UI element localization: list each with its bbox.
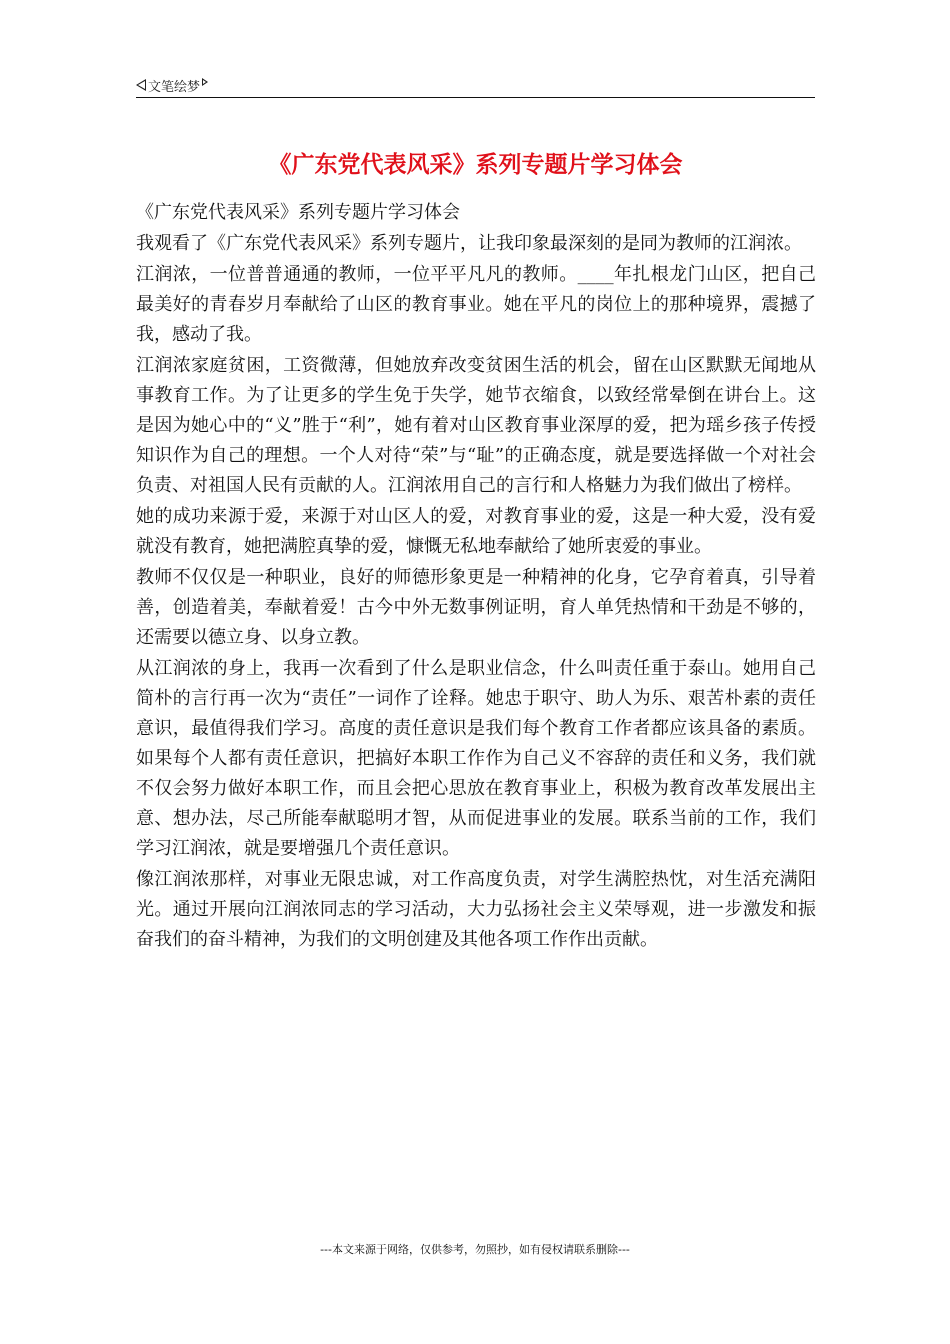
paragraph: 像江润浓那样，对事业无限忠诚，对工作高度负责，对学生满腔热忱，对生活充满阳光。通过开展向江润浓同志的学习活动，大力弘扬社会主义荣辱观，进一步激发和振奋我们的奋斗精神，为我们的文明创建及其他各项工作作出贡献。 [136,869,816,950]
paragraph: 《广东党代表风采》系列专题片学习体会 [136,202,460,223]
paragraph: 江润浓，一位普普通通的教师，一位平平凡凡的教师。____年扎根龙门山区，把自己最美好的青春岁月奉献给了山区的教育事业。她在平凡的岗位上的那种境界，震撼了我，感动了我。 [136,264,816,345]
paragraph: 江润浓家庭贫困，工资微薄，但她放弃改变贫困生活的机会，留在山区默默无闻地从事教育工作。为了让更多的学生免于失学，她节衣缩食，以致经常晕倒在讲台上。这是因为她心中的“义”胜于“利”，她有着对山区教育事业深厚的爱，把为瑶乡孩子传授知识作为自己的理想。一个人对待“荣”与“耻”的正确态度，就是要选择做一个对社会负责、对祖国人民有贡献的人。江润浓用自己的言行和人格魅力为我们做出了榜样。 [136,355,816,496]
document-title: 《广东党代表风采》系列专题片学习体会 [268,152,683,178]
footer-disclaimer: ---本文来源于网络，仅供参考，勿照抄，如有侵权请联系删除--- [320,1243,630,1256]
paragraph: 她的成功来源于爱，来源于对山区人的爱，对教育事业的爱，这是一种大爱，没有爱就没有教育，她把满腔真挚的爱，慷慨无私地奉献给了她所衷爱的事业。 [136,506,816,557]
right-triangle-icon [202,78,208,86]
page-header [136,74,208,96]
paragraph: 教师不仅仅是一种职业，良好的师德形象更是一种精神的化身，它孕育着真，引导着善，创造着美，奉献着爱！古今中外无数事例证明，育人单凭热情和干劲是不够的，还需要以德立身、以身立教。 [136,567,816,648]
paragraph: 我观看了《广东党代表风采》系列专题片，让我印象最深刻的是同为教师的江润浓。 [136,233,802,254]
paragraph: 从江润浓的身上，我再一次看到了什么是职业信念，什么叫责任重于泰山。她用自己简朴的言行再一次为“责任”一词作了诠释。她忠于职守、助人为乐、艰苦朴素的责任意识，最值得我们学习。高度的责任意识是我们每个教育工作者都应该具备的素质。如果每个人都有责任意识，把搞好本职工作作为自己义不容辞的责任和义务，我们就不仅会努力做好本职工作，而且会把心思放在教育事业上，积极为教育改革发展出主意、想办法，尽己所能奉献聪明才智，从而促进事业的发展。联系当前的工作，我们学习江润浓，就是要增强几个责任意识。 [136,658,816,859]
left-triangle-icon [136,79,146,91]
header-divider [136,97,815,98]
document-body [136,198,816,956]
header-brand: 文笔绘梦 [148,79,201,95]
